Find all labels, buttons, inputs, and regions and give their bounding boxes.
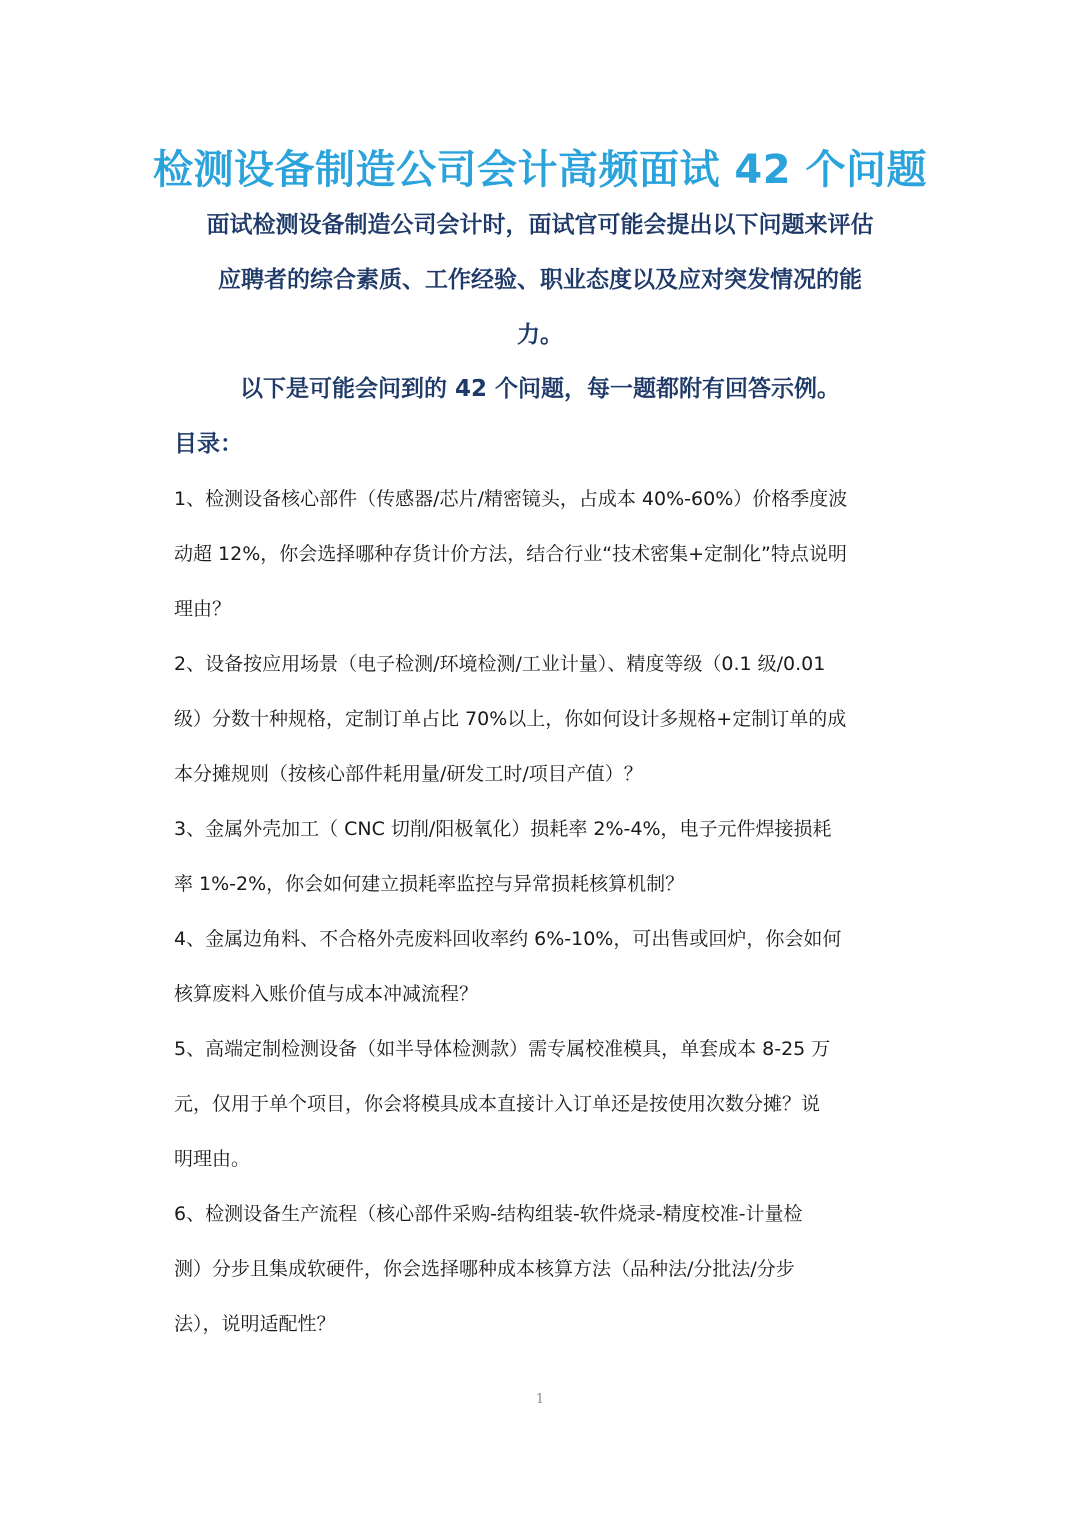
question-line: 理由？ <box>174 598 232 620</box>
question-count-note: 以下是可能会问到的 42 个问题，每一题都附有回答示例。 <box>239 376 841 402</box>
question-line: 测）分步且集成软硬件，你会选择哪种成本核算方法（品种法/分批法/分步 <box>174 1258 795 1280</box>
question-line: 动超 12%，你会选择哪种存货计价方法，结合行业“技术密集+定制化”特点说明 <box>174 543 847 565</box>
page-number: 1 <box>535 1392 545 1407</box>
question-line: 本分摊规则（按核心部件耗用量/研发工时/项目产值）？ <box>174 763 643 785</box>
list-item <box>174 1022 934 1187</box>
question-line: 2、设备按应用场景（电子检测/环境检测/工业计量）、精度等级（0.1 级/0.01 <box>174 653 826 675</box>
intro-paragraph <box>170 198 910 363</box>
question-line: 法），说明适配性？ <box>174 1313 336 1335</box>
question-line: 核算废料入账价值与成本冲减流程？ <box>174 983 479 1005</box>
question-line: 6、检测设备生产流程（核心部件采购-结构组装-软件烧录-精度校准-计量检 <box>174 1203 803 1225</box>
toc-heading: 目录： <box>174 431 243 457</box>
list-item <box>174 802 934 912</box>
list-item <box>174 637 934 802</box>
question-line: 级）分数十种规格，定制订单占比 70%以上，你如何设计多规格+定制订单的成 <box>174 708 847 730</box>
question-line: 3、金属外壳加工（ CNC 切削/阳极氧化）损耗率 2%-4%，电子元件焊接损耗 <box>174 818 832 840</box>
question-line: 元，仅用于单个项目，你会将模具成本直接计入订单还是按使用次数分摊？说 <box>174 1093 821 1115</box>
intro-line: 力。 <box>517 322 563 348</box>
intro-line: 应聘者的综合素质、工作经验、职业态度以及应对突发情况的能 <box>218 267 862 293</box>
question-line: 明理由。 <box>174 1148 251 1170</box>
intro-line: 面试检测设备制造公司会计时，面试官可能会提出以下问题来评估 <box>206 212 874 238</box>
question-line: 5、高端定制检测设备（如半导体检测款）需专属校准模具，单套成本 8-25 万 <box>174 1038 831 1060</box>
list-item <box>174 912 934 1022</box>
list-item <box>174 1187 934 1352</box>
list-item <box>174 472 934 637</box>
question-line: 1、检测设备核心部件（传感器/芯片/精密镜头，占成本 40%-60%）价格季度波 <box>174 488 848 510</box>
question-line: 4、金属边角料、不合格外壳废料回收率约 6%-10%，可出售或回炉，你会如何 <box>174 928 842 950</box>
question-list <box>174 472 934 1352</box>
page-title: 检测设备制造公司会计高频面试 42 个问题 <box>152 147 927 193</box>
question-line: 率 1%-2%，你会如何建立损耗率监控与异常损耗核算机制？ <box>174 873 685 895</box>
